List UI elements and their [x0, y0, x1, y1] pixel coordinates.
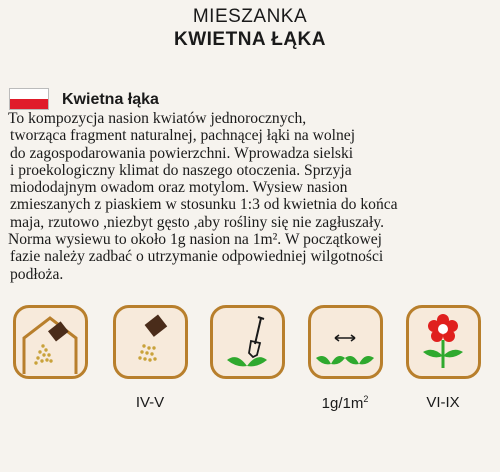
description-line: i proekologiczny klimat do naszego otoczenia. Sprzyja [10, 161, 352, 179]
title-line-1: MIESZANKA [192, 6, 308, 27]
flowering-icon [406, 305, 481, 379]
sowing-norm-value: 1g/1m [321, 395, 364, 412]
section-title: Kwietna łąka [62, 91, 159, 108]
sowing-norm-caption [305, 394, 385, 412]
plant-spacing-icon [308, 305, 383, 379]
description-line: podłoża. [10, 265, 64, 283]
shovel-seedling-icon [210, 305, 285, 379]
description [8, 110, 494, 283]
description-line: tworząca fragment naturalnej, pachnącej łąki na wolnej [10, 127, 356, 145]
description-line: zmieszanych z piaskiem w stosunku 1:3 od kwietnia do końca [10, 196, 398, 214]
sowing-time-caption: IV-V [135, 394, 165, 411]
greenhouse-sowing-icon [13, 305, 88, 379]
description-line: miododajnym owadom oraz motylom. Wysiew nasion [10, 179, 348, 197]
description-line: fazie należy zadbać o utrzymanie odpowiedniej wilgotności [10, 248, 384, 266]
sowing-norm-exponent: 2 [363, 394, 369, 404]
description-line: Norma wysiewu to około 1g nasion na 1m². W początkowej [8, 231, 382, 249]
description-line: maja, rzutowo ,niezbyt gęsto ,aby rośliny się nie zagłuszały. [10, 213, 384, 231]
description-line: do zagospodarowania powierzchni. Wprowadza sielski [10, 144, 354, 162]
icon-row [13, 305, 493, 395]
polish-flag-icon [9, 88, 49, 110]
title-block [0, 6, 500, 52]
title-line-2: KWIETNA ŁĄKA [174, 29, 326, 50]
flowering-time-caption: VI-IX [426, 394, 460, 411]
seed-packet-icon [113, 305, 188, 379]
description-line: To kompozycja nasion kwiatów jednorocznych, [8, 110, 307, 127]
